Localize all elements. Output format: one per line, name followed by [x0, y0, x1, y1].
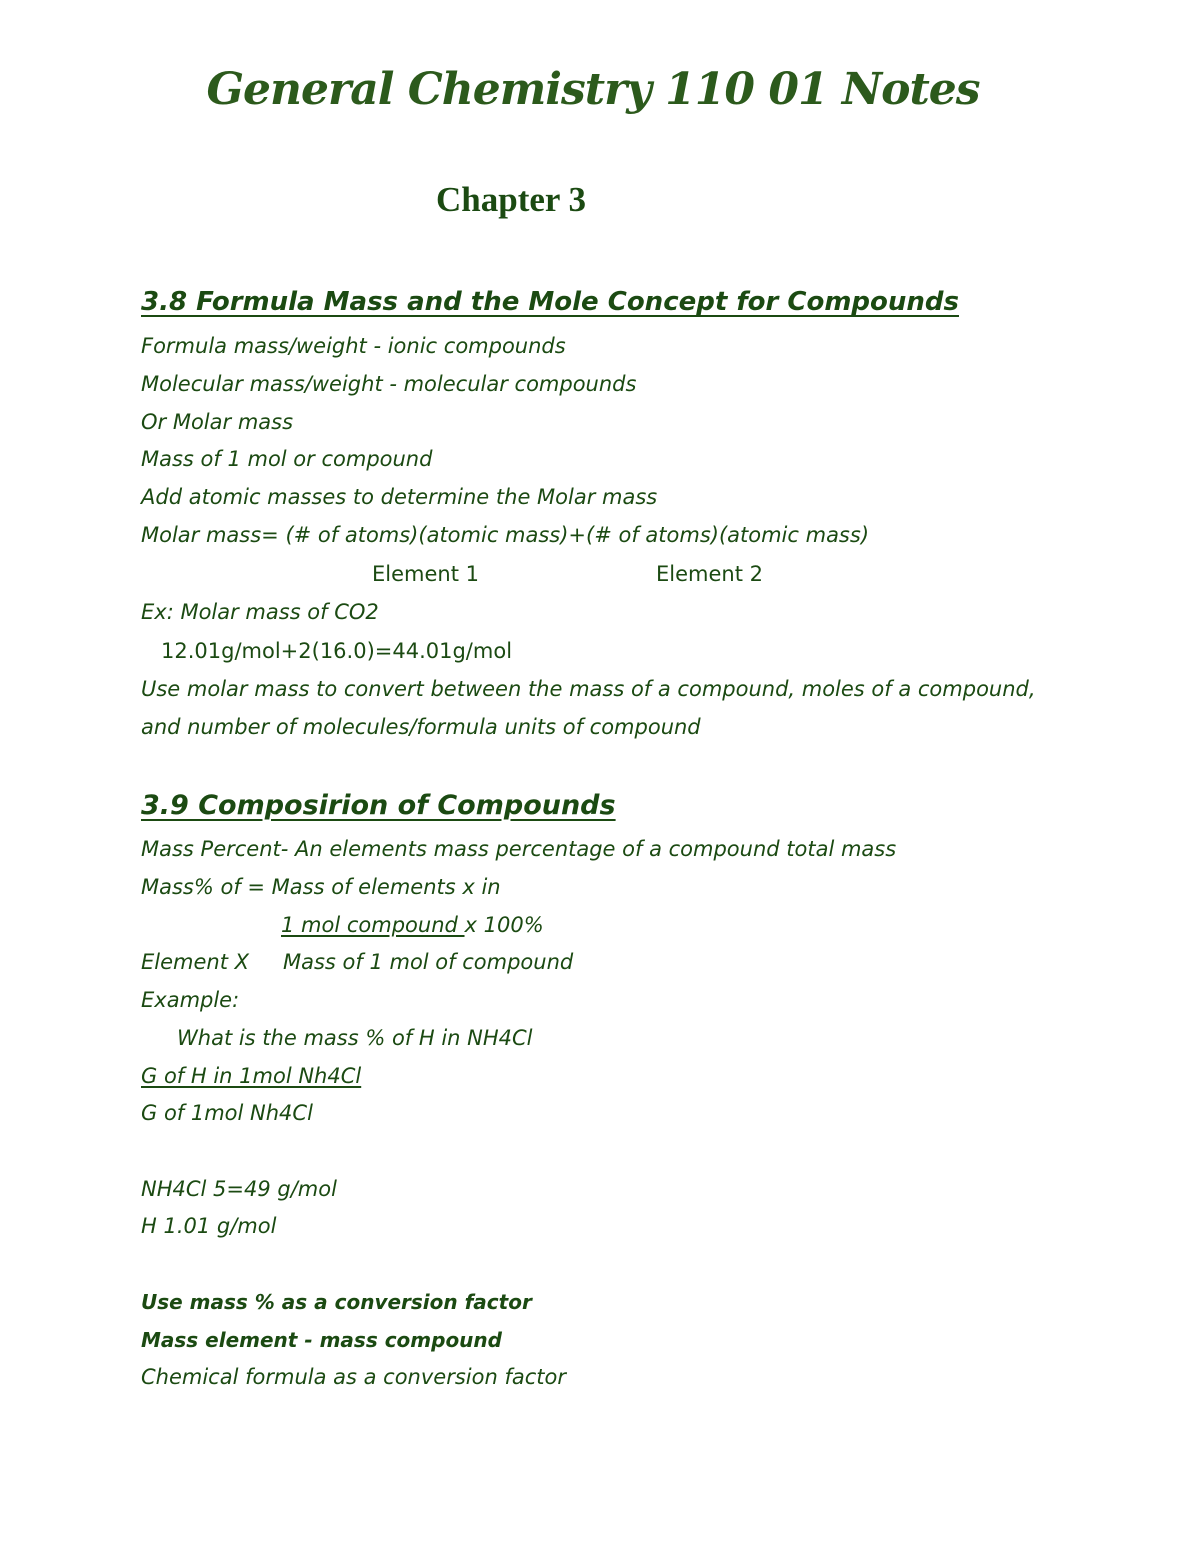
formula-fraction [281, 911, 544, 939]
example-question: What is the mass % of H in NH4Cl [177, 1026, 533, 1050]
page-title: General Chemistry 110 01 Notes [206, 64, 980, 115]
section-3-8-heading: 3.8 Formula Mass and the Mole Concept for Compounds [141, 287, 959, 317]
nh4cl-mass-line: NH4Cl 5=49 g/mol [141, 1177, 337, 1201]
text-line: and number of molecules/formula units of compound [141, 715, 701, 739]
formula-line: Mass% of = Mass of elements x in [141, 875, 501, 899]
chapter-heading: Chapter 3 [436, 180, 587, 219]
element-2-label: Element 2 [656, 562, 763, 586]
g-of-h-line: G of H in 1mol Nh4Cl [141, 1064, 362, 1088]
text-line: Formula mass/weight - ionic compounds [141, 334, 566, 358]
section-3-9-heading: 3.9 Composirion of Compounds [141, 790, 616, 821]
formula-numerator: 1 mol compound [281, 913, 465, 937]
example-line: Ex: Molar mass of CO2 [141, 600, 379, 624]
text-line: Or Molar mass [141, 410, 294, 434]
g-of-compound-line: G of 1mol Nh4Cl [141, 1101, 313, 1125]
text-line: Mass of 1 mol or compound [141, 447, 433, 471]
mass-percent-definition: Mass Percent- An elements mass percentage of a compound total mass [141, 837, 897, 861]
conversion-line-1: Use mass % as a conversion factor [141, 1290, 532, 1314]
text-line: Use molar mass to convert between the mass of a compound, moles of a compound, [141, 677, 1036, 701]
conversion-line-3: Chemical formula as a conversion factor [141, 1365, 566, 1389]
formula-multiplier: x 100% [464, 913, 544, 937]
formula-denominator: Mass of 1 mol of compound [283, 950, 574, 974]
h-mass-line: H 1.01 g/mol [141, 1214, 277, 1238]
text-line: Molar mass= (# of atoms)(atomic mass)+(# of atoms)(atomic mass) [141, 523, 870, 547]
text-line: Molecular mass/weight - molecular compounds [141, 372, 637, 396]
conversion-line-2: Mass element - mass compound [141, 1328, 502, 1352]
element-x-label: Element X [141, 950, 250, 974]
text-line: Add atomic masses to determine the Molar mass [141, 485, 658, 509]
element-1-label: Element 1 [372, 562, 479, 586]
calculation-line: 12.01g/mol+2(16.0)=44.01g/mol [161, 639, 513, 663]
example-label: Example: [141, 988, 240, 1012]
